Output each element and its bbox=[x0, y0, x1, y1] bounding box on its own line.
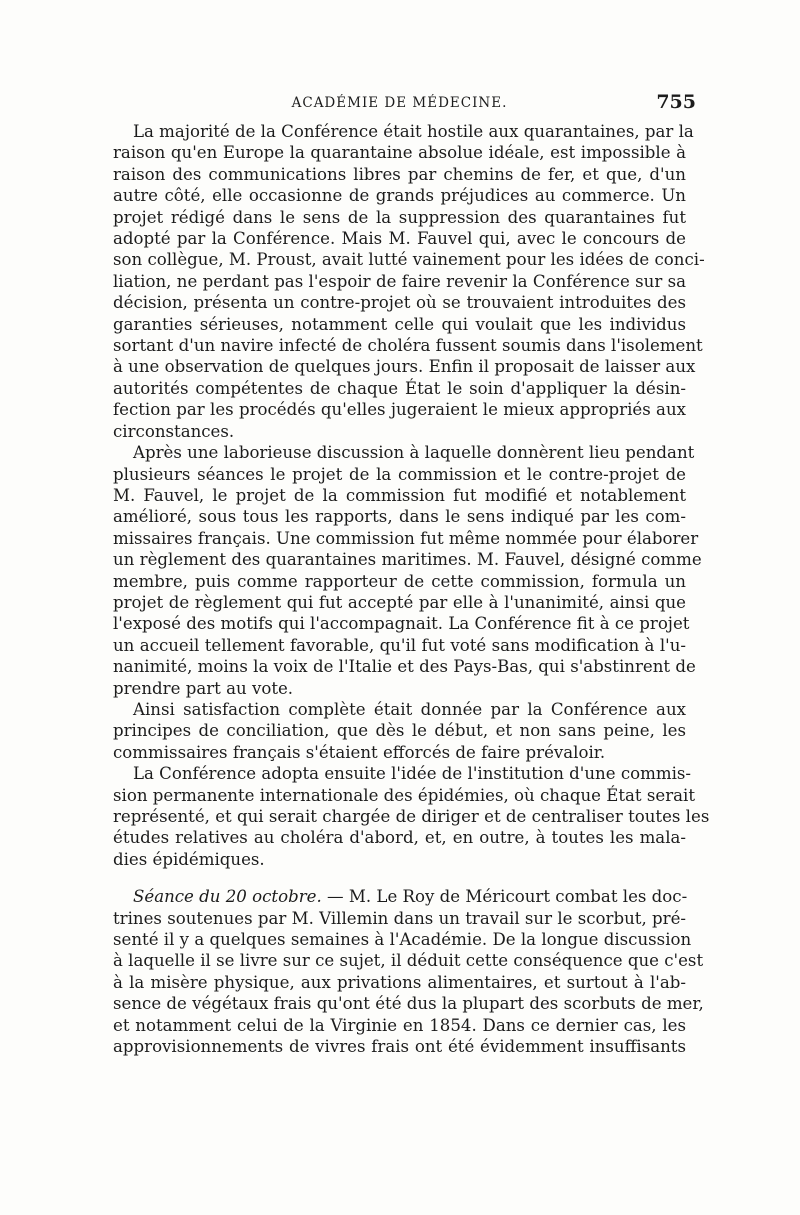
text-line: autorités compétentes de chaque État le soin d'appliquer la désin- bbox=[113, 378, 686, 398]
text-line: raison qu'en Europe la quarantaine absolue idéale, est impossible à bbox=[113, 143, 686, 163]
text-line: sortant d'un navire infecté de choléra fussent soumis dans l'isolement bbox=[113, 336, 703, 356]
text-line: missaires français. Une commission fut même nommée pour élaborer bbox=[113, 528, 699, 548]
text-line: plusieurs séances le projet de la commission et le contre-projet de bbox=[113, 464, 686, 484]
text-line: fection par les procédés qu'elles jugeraient le mieux appropriés aux bbox=[113, 400, 686, 420]
text-line: adopté par la Conférence. Mais M. Fauvel qui, avec le concours de bbox=[113, 229, 686, 249]
text-line: membre, puis comme rapporteur de cette commission, formula un bbox=[113, 571, 686, 591]
paragraph bbox=[113, 699, 686, 763]
text-line: approvisionnements de vivres frais ont été évidemment insuffisants bbox=[113, 1037, 686, 1057]
text-line: un accueil tellement favorable, qu'il fut voté sans modification à l'u- bbox=[113, 635, 686, 655]
page-number: 755 bbox=[656, 91, 696, 113]
text-line: prendre part au vote. bbox=[113, 678, 294, 698]
text-line: représenté, et qui serait chargée de diriger et de centraliser toutes les bbox=[113, 807, 710, 826]
text-line: garanties sérieuses, notamment celle qui voulait que les individus bbox=[113, 314, 686, 334]
text-line: un règlement des quarantaines maritimes. M. Fauvel, désigné comme bbox=[113, 550, 702, 570]
text-line: projet rédigé dans le sens de la suppression des quarantaines fut bbox=[113, 207, 686, 227]
text-line: senté il y a quelques semaines à l'Académie. De la longue discussion bbox=[113, 930, 692, 950]
text-line: liation, ne perdant pas l'espoir de faire revenir la Conférence sur sa bbox=[113, 271, 686, 291]
text-line bbox=[113, 886, 686, 907]
seance-paragraph bbox=[113, 886, 704, 1057]
seance-first-line: — M. Le Roy de Méricourt combat les doc- bbox=[327, 887, 688, 907]
text-line: Ainsi satisfaction complète était donnée par la Conférence aux bbox=[133, 699, 686, 719]
text-line: trines soutenues par M. Villemin dans un travail sur le scorbut, pré- bbox=[113, 908, 686, 928]
text-line: l'exposé des motifs qui l'accompagnait. La Conférence fit à ce projet bbox=[113, 614, 690, 634]
text-line: à la misère physique, aux privations alimentaires, et surtout à l'ab- bbox=[113, 972, 686, 992]
text-line: amélioré, sous tous les rapports, dans le sens indiqué par les com- bbox=[113, 507, 686, 527]
text-line: et notamment celui de la Virginie en 1854. Dans ce dernier cas, les bbox=[113, 1015, 686, 1035]
text-line: nanimité, moins la voix de l'Italie et des Pays-Bas, qui s'abstinrent de bbox=[113, 657, 696, 677]
text-line: dies épidémiques. bbox=[113, 849, 265, 869]
text-line: M. Fauvel, le projet de la commission fut modifié et notablement bbox=[113, 485, 686, 505]
text-line: études relatives au choléra d'abord, et, en outre, à toutes les mala- bbox=[113, 828, 686, 848]
text-line: principes de conciliation, que dès le début, et non sans peine, les bbox=[113, 721, 686, 741]
text-line: raison des communications libres par chemins de fer, et que, d'un bbox=[113, 164, 686, 184]
text-line: sence de végétaux frais qu'ont été dus la plupart des scorbuts de mer, bbox=[113, 994, 704, 1014]
book-page bbox=[113, 91, 710, 1057]
paragraph bbox=[113, 442, 702, 699]
running-head bbox=[113, 91, 696, 121]
text-line: La majorité de la Conférence était hostile aux quarantaines, par la bbox=[133, 122, 694, 141]
paragraph bbox=[113, 763, 710, 870]
text-line: projet de règlement qui fut accepté par elle à l'unanimité, ainsi que bbox=[113, 592, 686, 612]
text-line: Après une laborieuse discussion à laquelle donnèrent lieu pendant bbox=[133, 443, 695, 463]
text-line: autre côté, elle occasionne de grands préjudices au commerce. Un bbox=[113, 186, 686, 206]
running-title: ACADÉMIE DE MÉDECINE. bbox=[291, 95, 508, 111]
section-gap bbox=[113, 870, 686, 886]
text-line: circonstances. bbox=[113, 421, 235, 441]
text-line: décision, présenta un contre-projet où se trouvaient introduites des bbox=[113, 293, 686, 313]
text-line: son collègue, M. Proust, avait lutté vainement pour les idées de conci- bbox=[113, 250, 705, 270]
text-line: à laquelle il se livre sur ce sujet, il déduit cette conséquence que c'est bbox=[113, 951, 704, 971]
body-text bbox=[113, 121, 710, 1057]
paragraph bbox=[113, 121, 705, 442]
text-line: à une observation de quelques jours. Enfin il proposait de laisser aux bbox=[113, 357, 696, 377]
text-line: commissaires français s'étaient efforcés de faire prévaloir. bbox=[113, 742, 606, 762]
text-line: sion permanente internationale des épidémies, où chaque État serait bbox=[113, 785, 696, 805]
seance-date: Séance du 20 octobre. bbox=[133, 887, 322, 907]
text-line: La Conférence adopta ensuite l'idée de l'institution d'une commis- bbox=[133, 764, 691, 784]
